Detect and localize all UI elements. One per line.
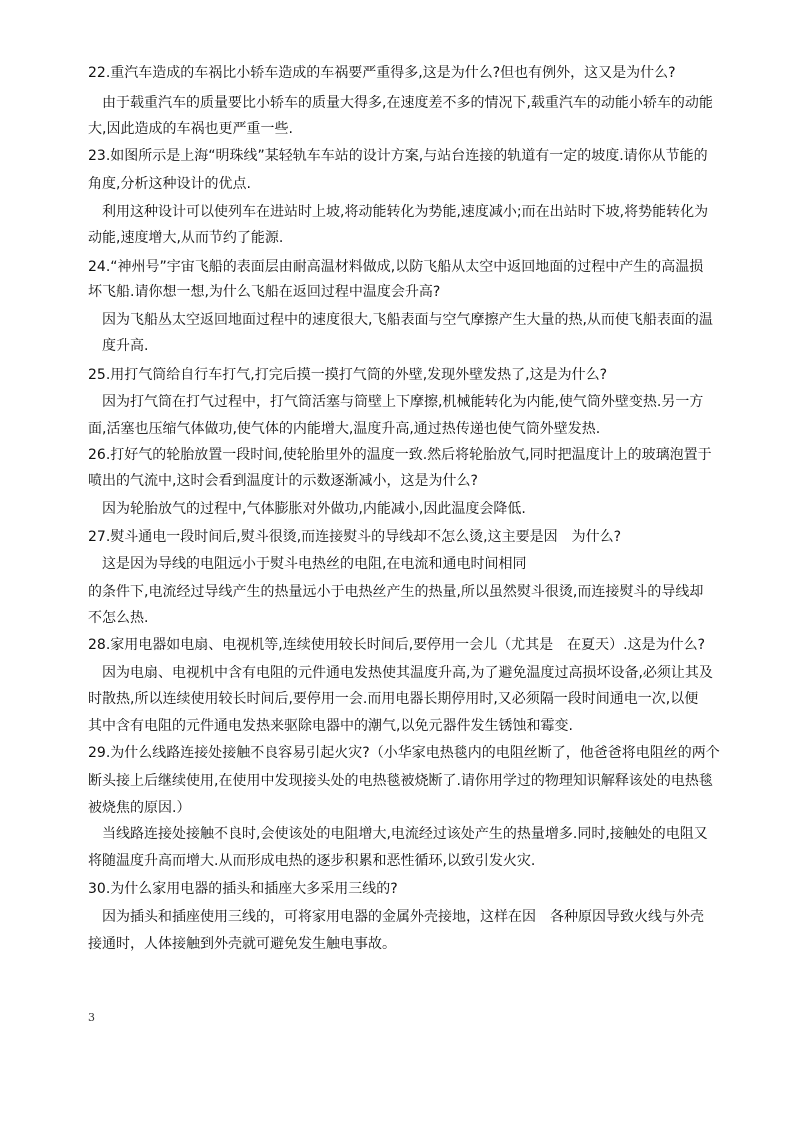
question-25: 25.用打气筒给自行车打气,打完后摸一摸打气筒的外壁,发现外壁发热了,这是为什么? [88, 367, 608, 383]
question-29-line-2: 断头接上后继续使用,在使用中发现接头处的电热毯被烧断了.请你用学过的物理知识解释该处的电热毯 [88, 773, 713, 789]
question-29-line-3: 被烧焦的原因.） [88, 800, 191, 816]
page-number: 3 [88, 1011, 95, 1024]
answer-26: 因为轮胎放气的过程中,气体膨胀对外做功,内能减小,因此温度会降低. [88, 501, 526, 517]
answer-27-line-1: 这是因为导线的电阻远小于熨斗电热丝的电阻,在电流和通电时间相同 [88, 556, 527, 572]
answer-30-line-2: 接通时，人体接触到外壳就可避免发生触电事故。 [88, 936, 396, 952]
question-23-line-2: 角度,分析这种设计的优点. [88, 176, 251, 192]
question-30: 30.为什么家用电器的插头和插座大多采用三线的? [88, 881, 398, 897]
question-23-line-1: 23.如图所示是上海“明珠线”某轻轨车车站的设计方案,与站台连接的轨道有一定的坡度.请你从节能的 [88, 148, 708, 164]
answer-23-line-1: 利用这种设计可以使列车在进站时上坡,将动能转化为势能,速度减小;而在出站时下坡,将势能转化为 [88, 204, 709, 220]
question-24-line-2: 坏飞船.请你想一想,为什么飞船在返回过程中温度会升高? [88, 284, 441, 300]
question-29-line-1: 29.为什么线路连接处接触不良容易引起火灾?（小华家电热毯内的电阻丝断了，他爸爸将电阻丝的两个 [88, 745, 720, 761]
answer-29-line-2: 将随温度升高而增大.从而形成电热的逐步积累和恶性循环,以致引发火灾. [88, 853, 536, 869]
answer-24-line-2: 度升高. [88, 338, 149, 354]
question-26-line-2: 喷出的气流中,这时会看到温度计的示数逐渐减小，这是为什么? [88, 473, 478, 489]
answer-27-line-2: 的条件下,电流经过导线产生的热量远小于电热丝产生的热量,所以虽然熨斗很烫,而连接熨斗的导线却 [88, 584, 704, 600]
answer-25-line-1: 因为打气筒在打气过程中，打气筒活塞与筒壁上下摩擦,机械能转化为内能,使气筒外壁变热.另一方 [88, 394, 704, 410]
answer-28-line-3: 其中含有电阻的元件通电发热来驱除电器中的潮气,以免元器件发生锈蚀和霉变. [88, 718, 573, 734]
answer-28-line-2: 时散热,所以连续使用较长时间后,要停用一会.而用电器长期停用时,又必须隔一段时间通电一次,以便 [88, 691, 699, 707]
answer-24-line-1: 因为飞船丛太空返回地面过程中的速度很大,飞船表面与空气摩擦产生大量的热,从而使飞船表面的温 [88, 312, 713, 328]
answer-30-line-1: 因为插头和插座使用三线的，可将家用电器的金属外壳接地，这样在因 各种原因导致火线与外壳 [88, 909, 704, 925]
question-22: 22.重汽车造成的车祸比小轿车造成的车祸要严重得多,这是为什么?但也有例外，这又是为什么? [88, 65, 676, 81]
answer-27-line-3: 不怎么热. [88, 610, 149, 626]
answer-22-line-2: 大,因此造成的车祸也更严重一些. [88, 121, 293, 137]
question-26-line-1: 26.打好气的轮胎放置一段时间,使轮胎里外的温度一致.然后将轮胎放气,同时把温度计上的玻璃泡置于 [88, 447, 712, 463]
question-27: 27.熨斗通电一段时间后,熨斗很烫,而连接熨斗的导线却不怎么烫,这主要是因 为什么? [88, 529, 622, 545]
answer-23-line-2: 动能,速度增大,从而节约了能源. [88, 230, 284, 246]
answer-29-line-1: 当线路连接处接触不良时,会使该处的电阻增大,电流经过该处产生的热量增多.同时,接触处的电阻又 [88, 826, 708, 842]
question-24-line-1: 24.“神州号”宇宙飞船的表面层由耐高温材料做成,以防飞船从太空中返回地面的过程中产生的高温损 [88, 259, 704, 275]
answer-28-line-1: 因为电扇、电视机中含有电阻的元件通电发热使其温度升高,为了避免温度过高损坏设备,必须让其及 [88, 665, 713, 681]
answer-25-line-2: 面,活塞也压缩气体做功,使气体的内能增大,温度升高,通过热传递也使气筒外壁发热. [88, 421, 601, 437]
answer-22-line-1: 由于载重汽车的质量要比小轿车的质量大得多,在速度差不多的情况下,载重汽车的动能小轿车的动能 [88, 95, 713, 111]
question-28: 28.家用电器如电扇、电视机等,连续使用较长时间后,要停用一会儿（尤其是 在夏天）.这是为什么? [88, 637, 706, 653]
